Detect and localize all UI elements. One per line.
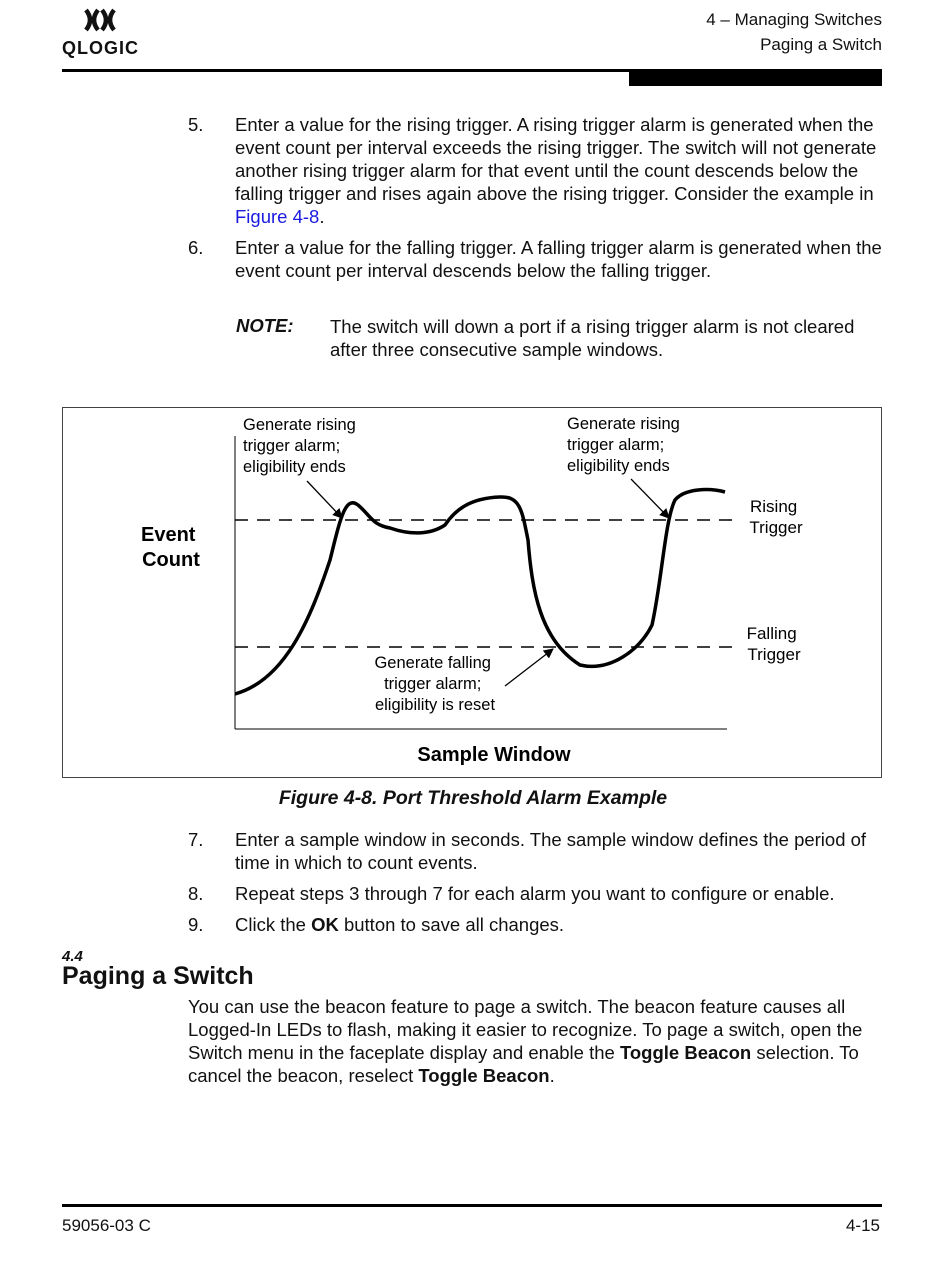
footer-rule: [62, 1204, 882, 1207]
section-paragraph: You can use the beacon feature to page a switch. The beacon feature causes all Logged-In LEDs to flash, making it easier to recognize. To page a switch, open the Switch menu in the faceplate display and enable the Toggle Beacon selection. To cancel the beacon, reselect Toggle Beacon.: [188, 996, 863, 1086]
step-8-number: 8.: [188, 883, 204, 904]
figure-caption: Figure 4-8. Port Threshold Alarm Example: [278, 787, 668, 809]
step-8-text: Repeat steps 3 through 7 for each alarm you want to configure or enable.: [235, 883, 835, 904]
footer-doc-number: 59056-03 C: [62, 1216, 151, 1235]
note-text: The switch will down a port if a rising trigger alarm is not cleared after three consecutive sample windows.: [330, 316, 855, 360]
header-section: Paging a Switch: [760, 35, 882, 54]
step-9-number: 9.: [188, 914, 204, 935]
rising-alarm-arrow-1: [307, 481, 342, 518]
section-title: Paging a Switch: [62, 962, 254, 990]
falling-alarm-arrow: [505, 649, 553, 686]
falling-trigger-label: Falling Trigger: [746, 624, 801, 664]
annotation-rising-2: Generate rising trigger alarm; eligibility ends: [567, 415, 680, 475]
footer-page-number: 4-15: [845, 1216, 880, 1235]
note-label: NOTE:: [236, 315, 294, 336]
step-9-text: Click the OK button to save all changes.: [235, 914, 565, 935]
annotation-falling: Generate falling trigger alarm; eligibility is reset: [374, 654, 496, 714]
section-number: 4.4: [62, 948, 83, 965]
ok-button-ref: OK: [311, 914, 339, 935]
annotation-rising-1: Generate rising trigger alarm; eligibility ends: [243, 416, 356, 476]
figure-4-8-link[interactable]: Figure 4-8: [235, 206, 320, 227]
step-7-number: 7.: [188, 829, 204, 850]
y-axis-label: Event Count: [140, 524, 200, 571]
rising-trigger-label: Rising Trigger: [749, 497, 803, 537]
step-5-number: 5.: [188, 114, 204, 135]
logo-wordmark: QLOGIC: [62, 38, 139, 58]
step-7-text: Enter a sample window in seconds. The sample window defines the period of time in which to count events.: [235, 829, 867, 873]
step-5-text: Enter a value for the rising trigger. A rising trigger alarm is generated when the event count per interval exceeds the rising trigger. The switch will not generate another rising trigger alarm for that event until the count descends below the falling trigger and rises again above the rising trigger. Consider the example in Figure 4-8.: [235, 114, 877, 227]
step-6-number: 6.: [188, 237, 204, 258]
header-chapter: 4 – Managing Switches: [706, 10, 882, 29]
x-axis-label: Sample Window: [417, 744, 571, 766]
rising-alarm-arrow-2: [631, 479, 669, 518]
step-6-text: Enter a value for the falling trigger. A falling trigger alarm is generated when the event count per interval descends below the falling trigger.: [235, 237, 882, 281]
